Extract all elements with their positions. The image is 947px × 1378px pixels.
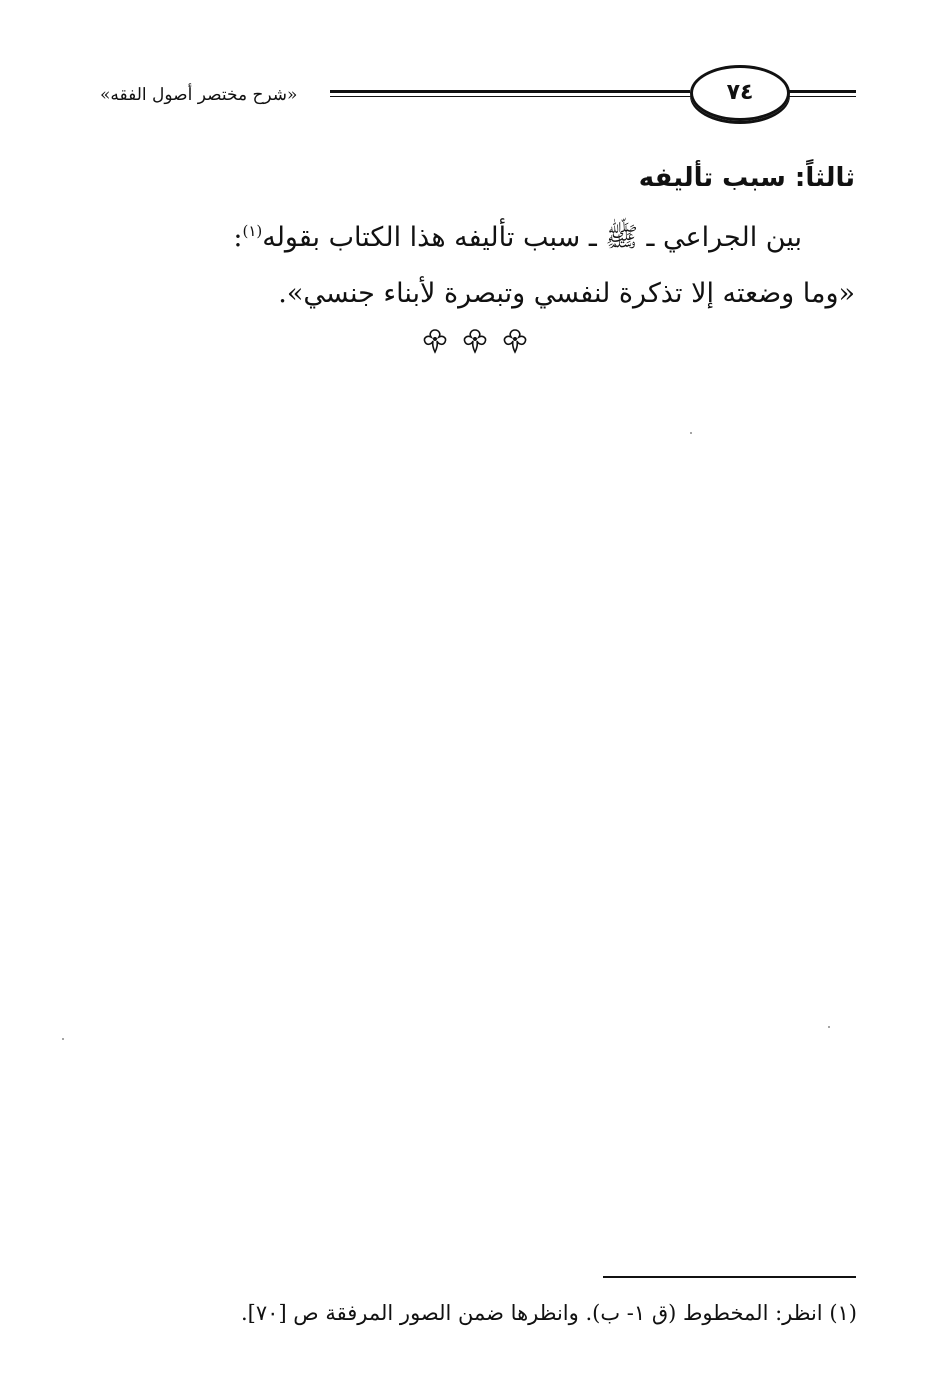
scan-speck — [690, 432, 692, 434]
paragraph-line-1-colon: : — [233, 222, 243, 253]
flower-ornament-icon — [420, 326, 450, 356]
paragraph-line-2: «وما وضعته إلا تذكرة لنفسي وتبصرة لأبناء جنسي». — [278, 278, 855, 309]
flower-ornament-icon — [500, 326, 530, 356]
header-rule-right-thin — [788, 96, 856, 97]
scan-speck — [828, 1026, 830, 1028]
paragraph-line-1-text: بين الجراعي ـ ﷺ ـ سبب تأليفه هذا الكتاب بقوله — [262, 222, 802, 253]
section-divider-ornaments — [420, 326, 540, 360]
page-number: ٧٤ — [726, 80, 754, 105]
flower-ornament-icon — [460, 326, 490, 356]
page-header — [100, 62, 856, 127]
page-number-badge — [690, 65, 790, 121]
header-rule-left — [330, 90, 690, 93]
footnote-1: (١) انظر: المخطوط (ق ١- ب). وانظرها ضمن الصور المرفقة ص [٧٠]. — [241, 1301, 857, 1325]
header-rule-left-thin — [330, 96, 690, 97]
paragraph-line-1 — [42, 216, 802, 260]
scan-speck — [62, 1038, 64, 1040]
section-heading: ثالثاً: سبب تأليفه — [638, 163, 855, 193]
running-title: «شرح مختصر أصول الفقه» — [100, 85, 298, 105]
footnote-reference: (١) — [242, 222, 263, 240]
footnote-separator — [603, 1276, 856, 1278]
header-rule-right — [788, 90, 856, 93]
